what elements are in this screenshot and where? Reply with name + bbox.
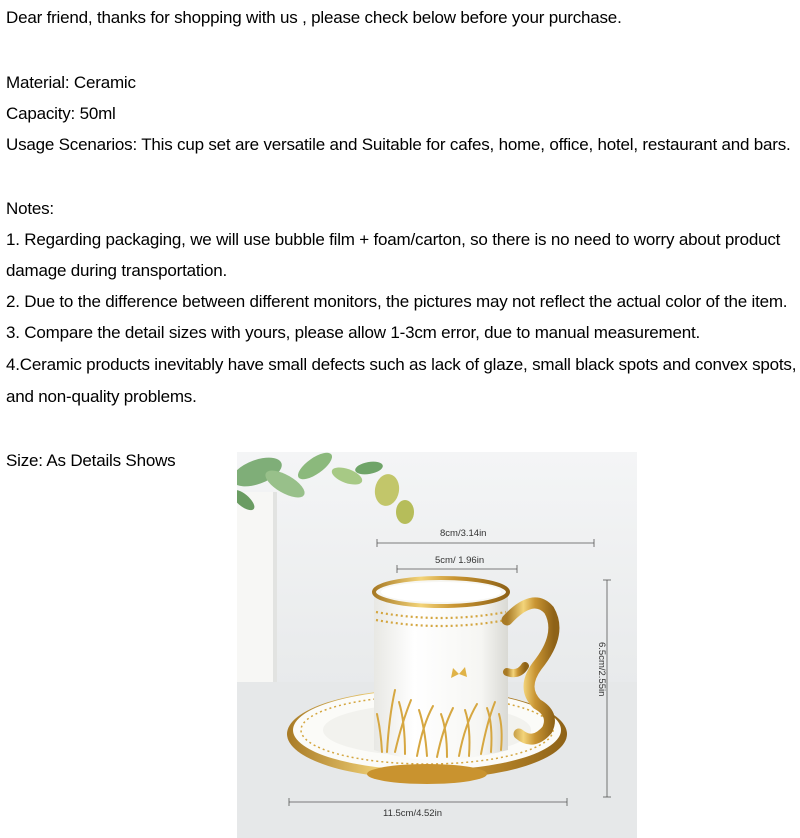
cup-height-label: 6.5cm/2.55in bbox=[596, 642, 607, 697]
size-label: Size: As Details Shows bbox=[6, 451, 176, 470]
saucer-width-label: 11.5cm/4.52in bbox=[383, 808, 442, 819]
note-1-line-2: damage during transportation. bbox=[6, 261, 228, 280]
cup-mouth-width-label: 5cm/ 1.96in bbox=[435, 555, 485, 566]
product-photo bbox=[237, 452, 637, 838]
cup-total-width-label: 8cm/3.14in bbox=[440, 528, 487, 539]
material-spec: Material: Ceramic bbox=[6, 73, 136, 92]
note-3: 3. Compare the detail sizes with yours, please allow 1-3cm error, due to manual measurement. bbox=[6, 323, 701, 342]
notes-heading: Notes: bbox=[6, 199, 54, 218]
usage-spec: Usage Scenarios: This cup set are versatile and Suitable for cafes, home, office, hotel, restaurant and bars. bbox=[6, 135, 791, 154]
note-4-line-2: and non-quality problems. bbox=[6, 387, 197, 406]
coffee-cup bbox=[374, 578, 508, 760]
note-2: 2. Due to the difference between different monitors, the pictures may not reflect the actual color of the item. bbox=[6, 292, 788, 311]
intro-text: Dear friend, thanks for shopping with us , please check below before your purchase. bbox=[6, 8, 622, 27]
note-1-line-1: 1. Regarding packaging, we will use bubble film + foam/carton, so there is no need to worry about product bbox=[6, 230, 781, 249]
capacity-spec: Capacity: 50ml bbox=[6, 104, 116, 123]
note-4-line-1: 4.Ceramic products inevitably have small defects such as lack of glaze, small black spots and convex spots, bbox=[6, 355, 797, 374]
